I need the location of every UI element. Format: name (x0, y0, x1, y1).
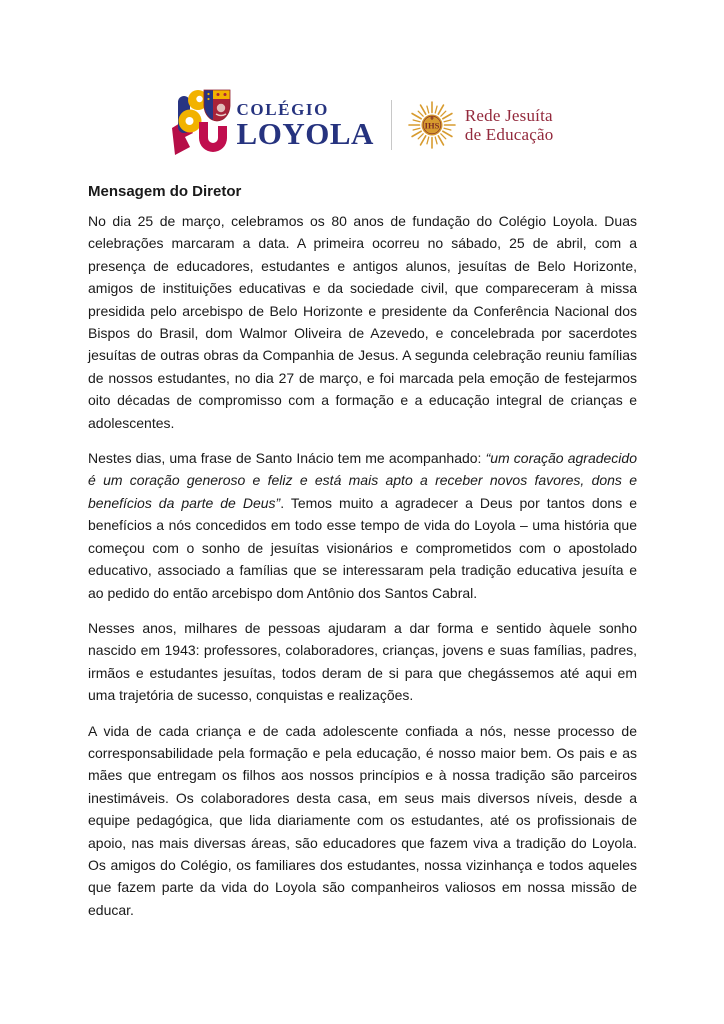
paragraph-4-text: A vida de cada criança e de cada adolescente confiada a nós, nesse processo de corresponsabilidade pela formação e pela educação, é nosso maior bem. Os pais e as mães que entregam os filhos aos nossos princípios e à nossa tradição são parceiros inestimáveis. Os colaboradores desta casa, em seus mais diversos níveis, desde a equipe pedagógica, que lida diariamente com os estudantes, até os profissionais de apoio, nas mais diversas áreas, são educadores que fazem viva a tradição do Loyola. Os amigos do Colégio, os familiares dos estudantes, nossa vizinhança e todos aqueles que fazem parte da vida do Loyola são companheiros valiosos em nossa missão de educar. (88, 722, 637, 918)
rede-jesuita-logo (407, 100, 554, 150)
santo-inacio-quote: “um coração agradecido é um coração generoso e feliz e está mais apto a receber novos favores, dons e benefícios da parte de Deus” (88, 450, 637, 511)
paragraph-2-lead: Nestes dias, uma frase de Santo Inácio tem me acompanhado: (88, 450, 486, 467)
colegio-loyola-logo (171, 88, 374, 162)
logo-divider (391, 100, 392, 150)
paragraph-3-text: Nesses anos, milhares de pessoas ajudaram a dar forma e sentido àquele sonho nascido em 1943: professores, colaboradores, crianças, jovens e suas famílias, padres, irmãos e estudantes jesuítas, todos deram de si para que chegássemos até aqui em uma trajetória de sucesso, conquistas e realizações. (88, 619, 637, 704)
paragraph-2-tail: . Temos muito a agradecer a Deus por tantos dons e benefícios a nós concedidos em todo esse tempo de vida do Loyola – uma história que começou com o sonho de jesuítas visionários e comprometidos com o apostolado educativo, associado a famílias que se interessaram pela tradição educativa jesuíta e ao pedido do então arcebispo dom Antônio dos Santos Cabral. (88, 494, 637, 601)
ihs-text: IHS (424, 120, 440, 131)
colegio-loyola-mark-icon (171, 88, 233, 162)
letterhead (0, 86, 724, 164)
rede-jesuita-line1: Rede Jesuíta (464, 106, 553, 125)
letter-body (88, 183, 637, 934)
paragraph-3 (88, 617, 637, 707)
loyola-text: LOYOLA (236, 116, 374, 151)
rede-jesuita-line2: de Educação (464, 125, 554, 144)
page-title: Mensagem do Diretor (88, 183, 242, 200)
rede-jesuita-wordmark (465, 106, 554, 144)
colegio-loyola-wordmark (237, 101, 374, 149)
paragraph-1 (88, 210, 637, 434)
paragraph-1-text: No dia 25 de março, celebramos os 80 anos de fundação do Colégio Loyola. Duas celebrações marcaram a data. A primeira ocorreu no sábado, 25 de abril, com a presença de educadores, estudantes e antigos alunos, jesuítas de Belo Horizonte, amigos de instituições educativas e da sociedade civil, que compareceram à missa presidida pelo arcebispo de Belo Horizonte e presidente da Conferência Nacional dos Bispos do Brasil, dom Walmor Oliveira de Azevedo, e concelebrada por sacerdotes jesuítas de outras obras da Companhia de Jesus. A segunda celebração reuniu famílias de nossos estudantes, no dia 27 de março, e foi marcada pela emoção de festejarmos oito décadas de compromisso com a formação e a educação integral de crianças e adolescentes. (88, 213, 637, 431)
paragraph-4 (88, 720, 637, 922)
colegio-text: COLÉGIO (236, 100, 329, 119)
paragraph-2 (88, 447, 637, 604)
ihs-sunburst-icon (407, 100, 457, 150)
